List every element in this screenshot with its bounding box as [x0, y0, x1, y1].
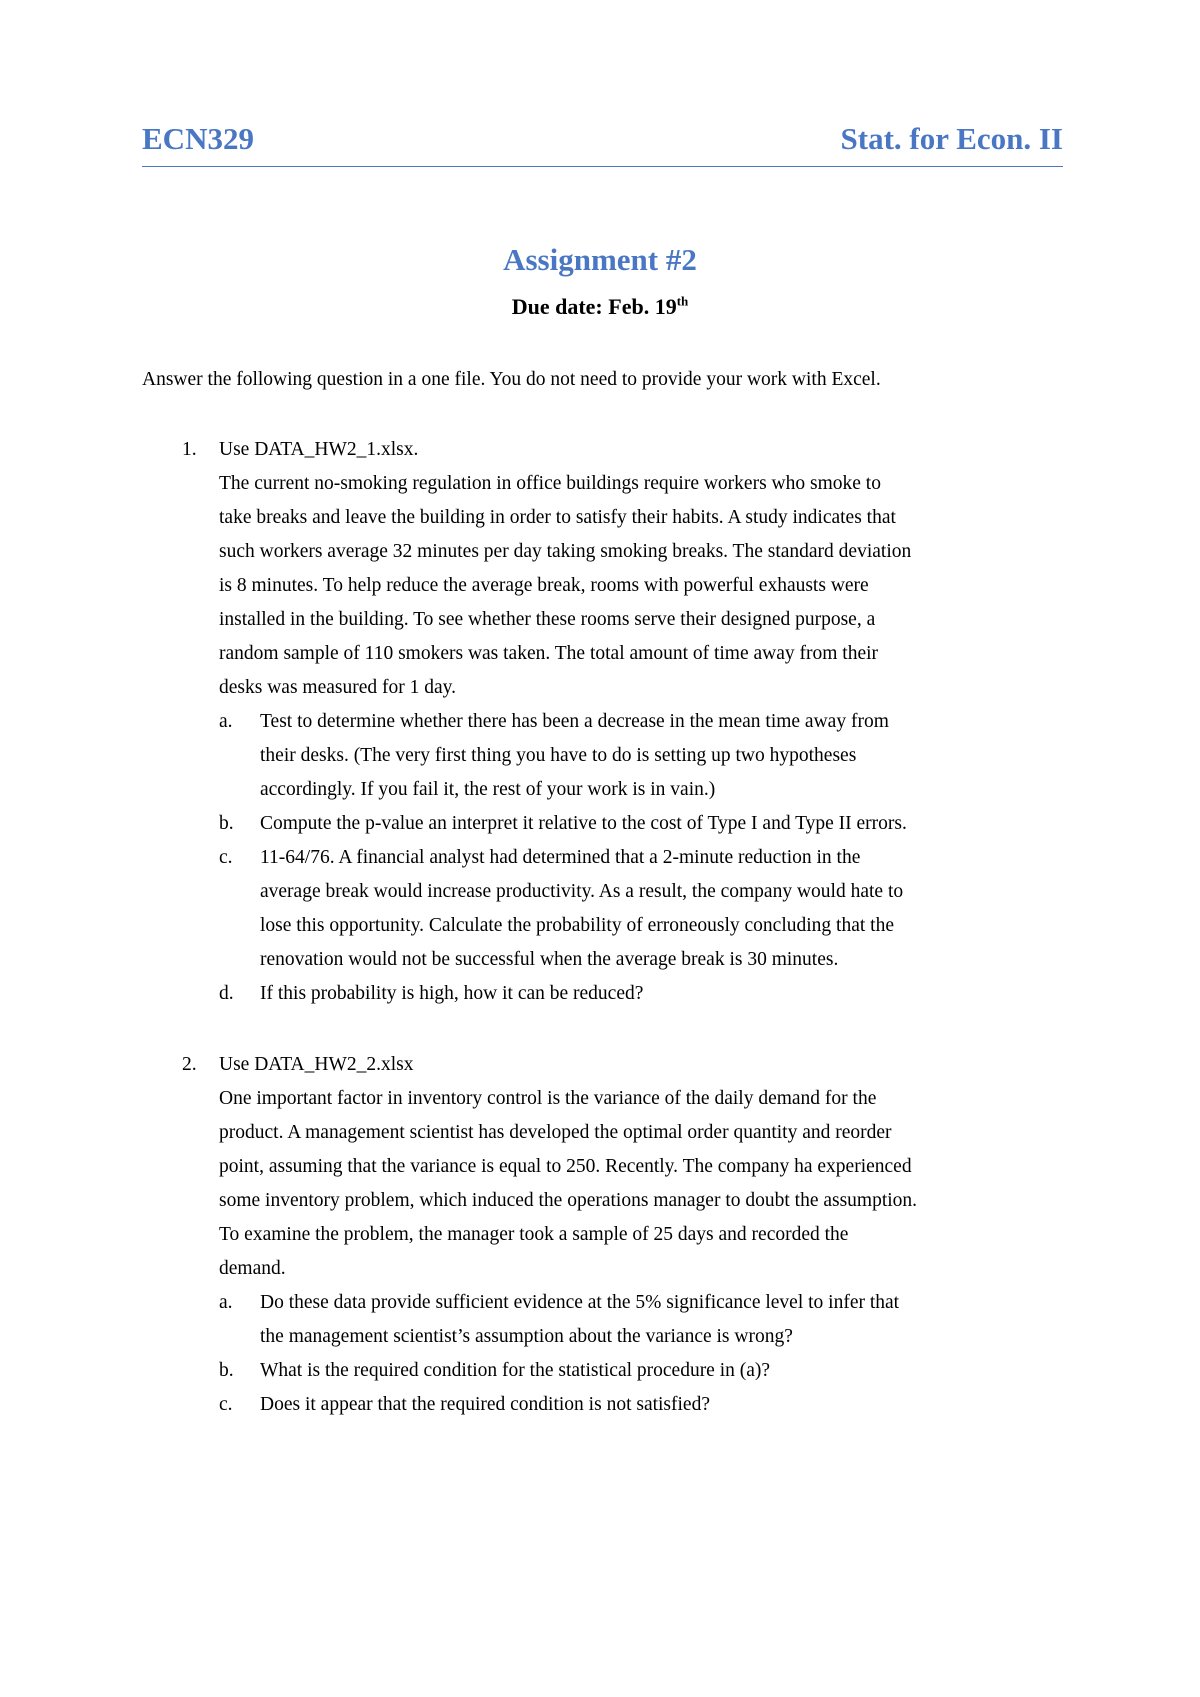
question-line [142, 1252, 1072, 1286]
question-text: desks was measured for 1 day. [219, 677, 456, 698]
question-line [142, 637, 1072, 671]
sub-question-text: What is the required condition for the statistical procedure in (a)? [260, 1360, 771, 1381]
sub-question-letter: a. [219, 711, 233, 732]
question-number: 2. [182, 1054, 197, 1075]
sub-question-letter: a. [219, 1292, 233, 1313]
question-line [142, 535, 1072, 569]
due-date-suffix: th [676, 293, 689, 309]
sub-question-text: renovation would not be successful when the average break is 30 minutes. [260, 949, 839, 970]
instructions: Answer the following question in a one file. You do not need to provide your work with Excel. [142, 369, 881, 390]
question-line [142, 433, 1072, 467]
sub-question-text: Do these data provide sufficient evidence at the 5% significance level to infer that [260, 1292, 900, 1313]
sub-question-text: If this probability is high, how it can be reduced? [260, 983, 644, 1004]
sub-question-letter: d. [219, 983, 234, 1004]
question-1 [142, 433, 1072, 1011]
page-header [142, 120, 1063, 167]
sub-question-letter: b. [219, 1360, 234, 1381]
question-line [142, 1116, 1072, 1150]
question-text: is 8 minutes. To help reduce the average break, rooms with powerful exhausts were [219, 575, 869, 596]
question-line [142, 1218, 1072, 1252]
question-text: some inventory problem, which induced the operations manager to doubt the assumption. [219, 1190, 918, 1211]
sub-question-line [142, 1354, 1072, 1388]
question-text: point, assuming that the variance is equal to 250. Recently. The company ha experienced [219, 1156, 912, 1177]
sub-question-letter: c. [219, 847, 233, 868]
sub-question-letter: c. [219, 1394, 233, 1415]
sub-question-line [142, 841, 1072, 875]
sub-question-text: their desks. (The very first thing you have to do is setting up two hypotheses [260, 745, 857, 766]
sub-question-line [142, 739, 1072, 773]
sub-question-letter: b. [219, 813, 234, 834]
assignment-title: Assignment #2 [503, 242, 697, 277]
question-line [142, 1184, 1072, 1218]
course-code: ECN329 [142, 121, 254, 156]
sub-question-line [142, 1388, 1072, 1422]
question-text: Use DATA_HW2_2.xlsx [219, 1054, 414, 1075]
question-text: installed in the building. To see whether these rooms serve their designed purpose, a [219, 609, 876, 630]
sub-question-line [142, 977, 1072, 1011]
sub-question-text: 11-64/76. A financial analyst had determined that a 2-minute reduction in the [260, 847, 861, 868]
sub-question-line [142, 943, 1072, 977]
due-date [0, 292, 1200, 322]
question-text: such workers average 32 minutes per day taking smoking breaks. The standard deviation [219, 541, 912, 562]
sub-question-text: average break would increase productivity. As a result, the company would hate to [260, 881, 904, 902]
question-text: Use DATA_HW2_1.xlsx. [219, 439, 419, 460]
course-name: Stat. for Econ. II [840, 121, 1063, 156]
question-2 [142, 1048, 1072, 1422]
question-line [142, 467, 1072, 501]
sub-question-text: the management scientist’s assumption about the variance is wrong? [260, 1326, 793, 1347]
question-text: take breaks and leave the building in order to satisfy their habits. A study indicates that [219, 507, 896, 528]
sub-question-text: Compute the p-value an interpret it relative to the cost of Type I and Type II errors. [260, 813, 907, 834]
sub-question-text: Does it appear that the required condition is not satisfied? [260, 1394, 710, 1415]
sub-question-line [142, 807, 1072, 841]
sub-question-text: Test to determine whether there has been a decrease in the mean time away from [260, 711, 889, 732]
sub-question-line [142, 705, 1072, 739]
sub-question-line [142, 909, 1072, 943]
question-text: demand. [219, 1258, 286, 1279]
question-line [142, 1150, 1072, 1184]
question-line [142, 603, 1072, 637]
question-line [142, 1048, 1072, 1082]
due-date-label: Due date: Feb. 19 [511, 294, 677, 319]
question-line [142, 671, 1072, 705]
sub-question-text: accordingly. If you fail it, the rest of your work is in vain.) [260, 779, 716, 800]
question-line [142, 569, 1072, 603]
question-text: product. A management scientist has developed the optimal order quantity and reorder [219, 1122, 892, 1143]
question-text: One important factor in inventory control is the variance of the daily demand for the [219, 1088, 877, 1109]
question-text: random sample of 110 smokers was taken. The total amount of time away from their [219, 643, 879, 664]
question-number: 1. [182, 439, 197, 460]
question-text: To examine the problem, the manager took a sample of 25 days and recorded the [219, 1224, 849, 1245]
sub-question-line [142, 1320, 1072, 1354]
question-line [142, 1082, 1072, 1116]
sub-question-line [142, 875, 1072, 909]
question-text: The current no-smoking regulation in office buildings require workers who smoke to [219, 473, 881, 494]
sub-question-line [142, 773, 1072, 807]
sub-question-text: lose this opportunity. Calculate the probability of erroneously concluding that the [260, 915, 894, 936]
sub-question-line [142, 1286, 1072, 1320]
question-line [142, 501, 1072, 535]
